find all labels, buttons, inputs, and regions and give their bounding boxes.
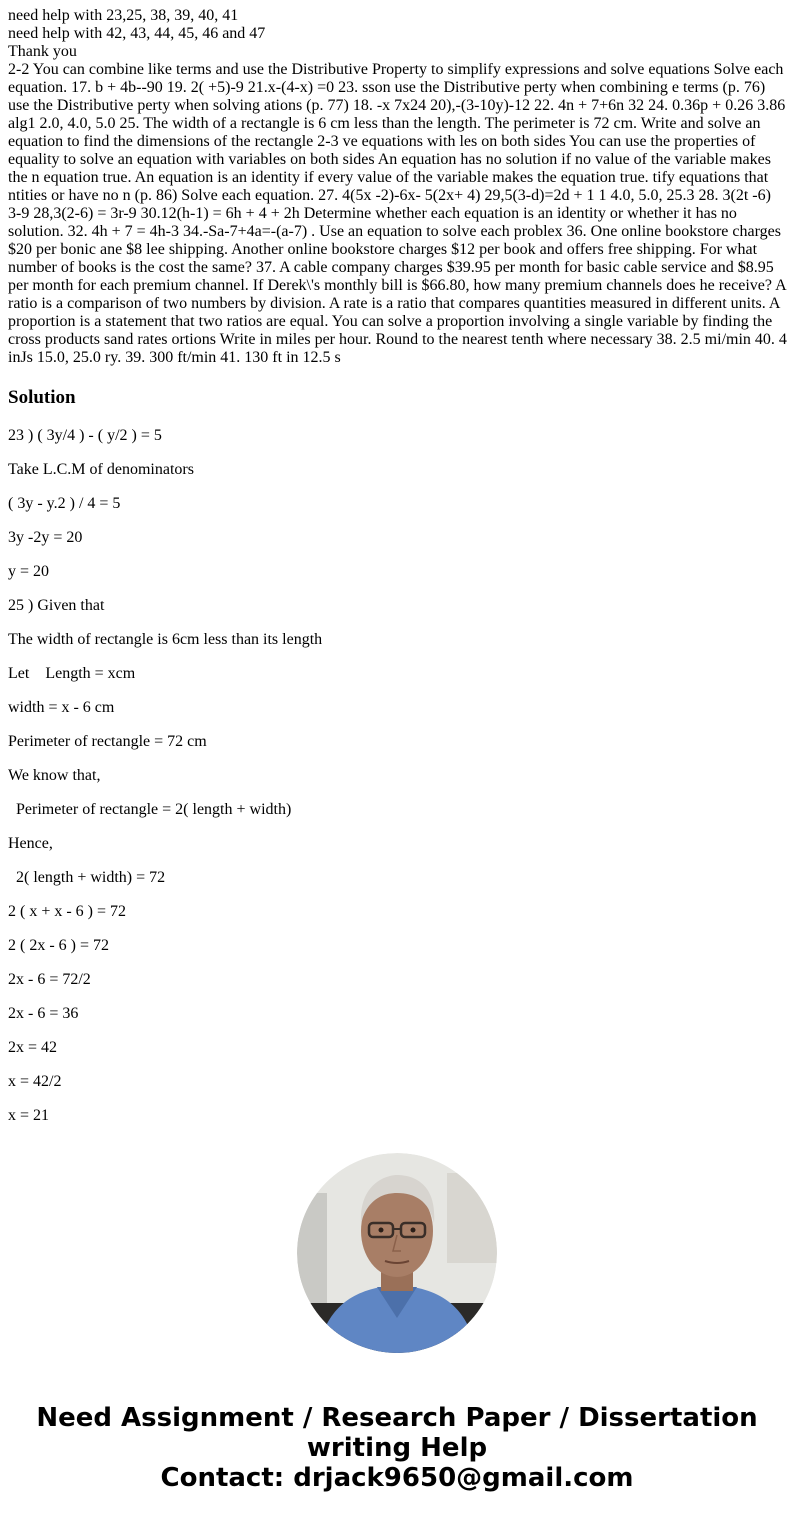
solution-step: 2x - 6 = 72/2: [8, 971, 91, 988]
tutor-photo: [297, 1153, 497, 1353]
solution-step: Let Length = xcm: [8, 665, 136, 682]
solution-step: 23 ) ( 3y/4 ) - ( y/2 ) = 5: [8, 427, 162, 444]
question-line: need help with 23,25, 38, 39, 40, 41: [8, 7, 239, 24]
promo-contact: Contact: drjack9650@gmail.com: [160, 1463, 634, 1493]
solution-step: Perimeter of rectangle = 72 cm: [8, 733, 207, 750]
promo-line: Need Assignment / Research Paper / Dissertation: [36, 1403, 758, 1433]
solution-step: width = x - 6 cm: [8, 699, 115, 716]
solution-heading: Solution: [8, 387, 76, 408]
solution-step: Take L.C.M of denominators: [8, 461, 194, 478]
content-area: [8, 7, 788, 1141]
question-line: Thank you: [8, 43, 77, 60]
solution-step: x = 42/2: [8, 1073, 62, 1090]
solution-steps: [8, 427, 788, 1125]
solution-step: 2( length + width) = 72: [8, 869, 166, 886]
question-line: need help with 42, 43, 44, 45, 46 and 47: [8, 25, 266, 42]
solution-step: 3y -2y = 20: [8, 529, 83, 546]
solution-step: We know that,: [8, 767, 101, 784]
solution-step: 2x - 6 = 36: [8, 1005, 79, 1022]
solution-step: x = 21: [8, 1107, 50, 1124]
solution-step: The width of rectangle is 6cm less than its length: [8, 631, 323, 648]
solution-step: Perimeter of rectangle = 2( length + width): [8, 801, 292, 818]
solution-step: y = 20: [8, 563, 50, 580]
solution-step: 25 ) Given that: [8, 597, 105, 614]
solution-step: ( 3y - y.2 ) / 4 = 5: [8, 495, 121, 512]
solution-step: 2 ( 2x - 6 ) = 72: [8, 937, 110, 954]
solution-step: 2 ( x + x - 6 ) = 72: [8, 903, 127, 920]
promo-line: writing Help: [306, 1433, 488, 1463]
solution-step: 2x = 42: [8, 1039, 58, 1056]
solution-step: Hence,: [8, 835, 53, 852]
promo-banner: [0, 1403, 794, 1493]
problem-text: 2-2 You can combine like terms and use the Distributive Property to simplify expressions and solve equations Solve each equation. 17. b + 4b--90 19. 2( +5)-9 21.x-(4-x) =0 23. sson use the Distributive perty when combining e terms (p. 76) use the Distributive perty when solving ations (p. 77) 18. -x 7x24 20),-(3-10y)-12 22. 4n + 7+6n 32 24. 0.36p + 0.26 3.86 alg1 2.0, 4.0, 5.0 25. The width of a rectangle is 6 cm less than the length. The perimeter is 72 cm. Write and solve an equation to find the dimensions of the rectangle 2-3 ve equations with les on both sides You can use the properties of equality to solve an equation with variables on both sides An equation has no solution if no value of the variable makes the n equation true. An equation is an identity if every value of the variable makes the equation true. tify equations that ntities or have no n (p. 86) Solve each equation. 27. 4(5x -2)-6x- 5(2x+ 4) 29,5(3-d)=2d + 1 1 4.0, 5.0, 25.3 28. 3(2t -6) 3-9 28,3(2-6) = 3r-9 30.12(h-1) = 6h + 4 + 2h Determine whether each equation is an identity or whether it has no solution. 32. 4h + 7 = 4h-3 34.-Sa-7+4a=-(a-7) . Use an equation to solve each problex 36. One online bookstore charges $20 per bonic ane $8 lee shipping. Another online bookstore charges $12 per book and offers free shipping. For what number of books is the cost the same? 37. A cable company charges $39.95 per month for basic cable service and $8.95 per month for each premium channel. If Derek\'s monthly bill is $66.80, how many premium channels does he receive? A ratio is a comparison of two numbers by division. A rate is a ratio that compares quantities measured in different units. A proportion is a statement that two ratios are equal. You can solve a proportion involving a single variable by finding the cross products sand rates ortions Write in miles per hour. Round to the nearest tenth where necessary 38. 2.5 mi/min 40. 4 inJs 15.0, 25.0 ry. 39. 300 ft/min 41. 130 ft in 12.5 s: [8, 61, 787, 366]
tutor-portrait-icon: [297, 1153, 497, 1353]
